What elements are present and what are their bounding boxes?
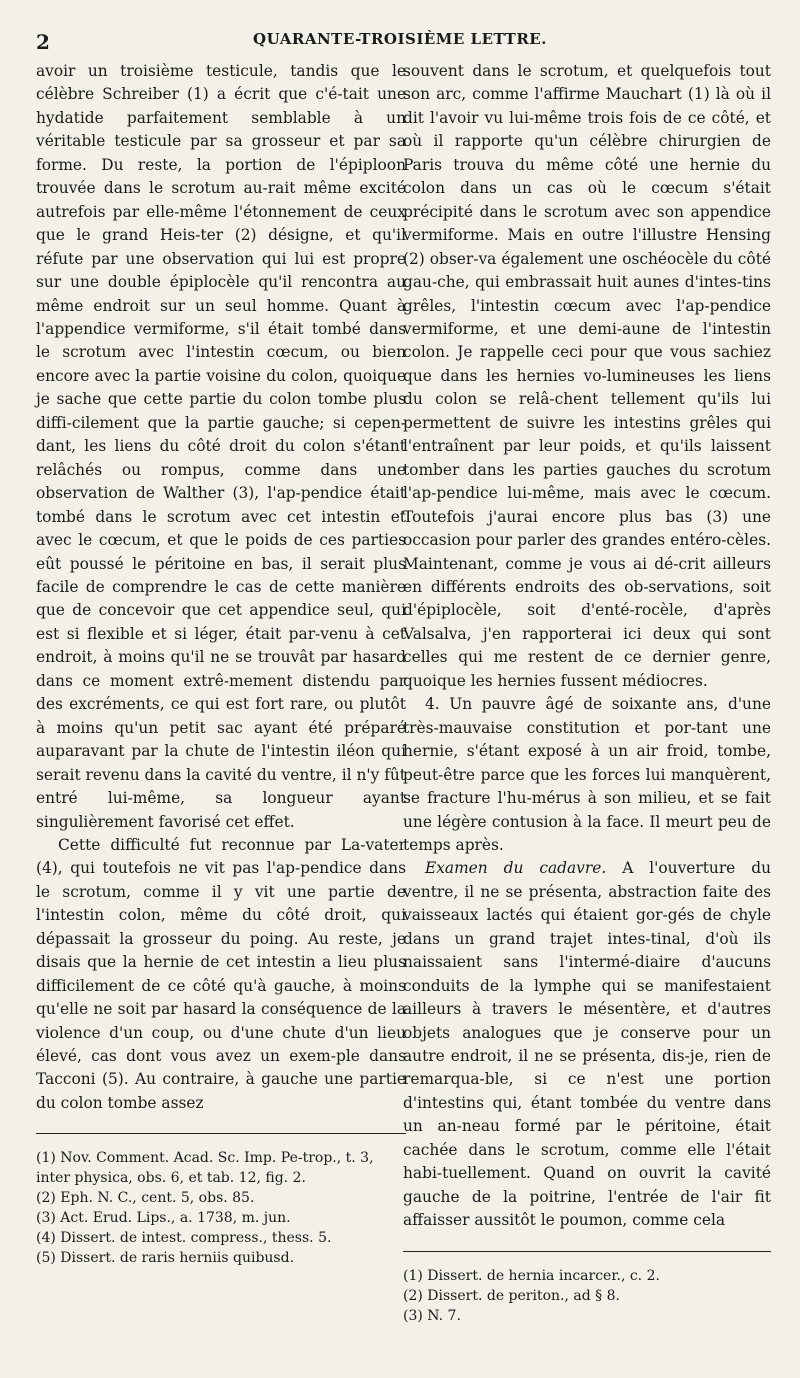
footnote: (3) N. 7. [403, 1307, 461, 1324]
left-column [36, 60, 406, 1268]
left-paragraph-1: avoir un troisième testicule, tandis que le célèbre Schreiber (1) a écrit que c'é-tait une hydatide parfaitement semblable à un véritable testicule par sa grosseur et par sa forme. Du reste, la portion de l'épiploon trouvée dans le scrotum au-rait même excité autrefois par elle-même l'étonnement de ceux que le grand Heis-ter (2) désigne, et qu'il réfute par une observation qui lui est propre sur une double épiplocèle qu'il rencontra au même endroit sur un seul homme. Quant à l'appendice vermiforme, s'il était tombé dans le scrotum avec l'intestin cœcum, ou bien encore avec la partie voisine du colon, quoique je sache que cette partie du colon tombe plus diffi-cilement que la partie gauche; si cepen-dant, les liens du côté droit du colon s'étant relâchés ou rompus, comme dans une observation de Walther (3), l'ap-pendice était tombé dans le scrotum avec cet intestin et avec le cœcum, et que le poids de ces parties eût poussé le péritoine en bas, il serait plus facile de comprendre le cas de cette manière que de concevoir que cet appendice seul, qui est si flexible et si léger, était par-venu à cet endroit, à moins qu'il ne se trouvât par hasard dans ce moment extrê-mement distendu par des excréments, ce qui est fort rare, ou plutôt à moins qu'un petit sac ayant été préparé auparavant par la chute de l'intestin iléon qui serait revenu dans la cavité du ventre, il n'y fût entré lui-même, sa longueur ayant singulièrement favorisé cet effet. [36, 62, 406, 831]
footnote-divider [403, 1251, 771, 1252]
footnote-divider [36, 1133, 406, 1134]
examen-paragraph [403, 857, 771, 1232]
footnote: (2) Dissert. de periton., ad § 8. [403, 1287, 620, 1304]
footnote: (1) Dissert. de hernia incarcer., c. 2. [403, 1267, 660, 1284]
left-paragraph-2: Cette difficulté fut reconnue par La-vater (4), qui toutefois ne vit pas l'ap-pendice dans le scrotum, comme il y vit une partie de l'intestin colon, même du côté droit, qui dépassait la grosseur du poing. Au reste, je disais que la hernie de cet intestin a lieu plus difficilement de ce côté qu'à gauche, à moins qu'elle ne soit par hasard la conséquence de la violence d'un coup, ou d'une chute d'un lieu élevé, cas dont vous avez un exem-ple dans Tacconi (5). Au contraire, à gauche une partie du colon tombe assez [36, 835, 406, 1112]
running-head: QUARANTE-TROISIÈME LETTRE. [253, 30, 547, 48]
examen-title: Examen du cadavre. [425, 859, 607, 878]
page-header [36, 30, 764, 58]
left-footnotes [36, 1148, 406, 1268]
footnote: (2) Eph. N. C., cent. 5, obs. 85. [36, 1190, 255, 1207]
right-paragraph-1: souvent dans le scrotum, et quelquefois tout son arc, comme l'affirme Mauchart (1) là où il dit l'avoir vu lui-même trois fois de ce côté, et où il rapporte qu'un célèbre chirurgien de Paris trouva du même côté une hernie du colon dans un cas où le cœcum s'était précipité dans le scrotum avec son appendice vermiforme. Mais en outre l'illustre Hensing (2) obser-va également une oschéocèle du côté gau-che, qui embrassait huit aunes d'intes-tins grêles, l'intestin cœcum avec l'ap-pendice vermiforme, et une demi-aune de l'intestin colon. Je rappelle ceci pour que vous sachiez que dans les hernies vo-lumineuses les liens du colon se relâ-chent tellement qu'ils lui permettent de suivre les intestins grêles qui l'entraînent par leur poids, et qu'ils laissent tomber dans les parties gauches du scrotum l'ap-pendice lui-même, mais avec le cœcum. Toutefois j'aurai encore plus bas (3) une occasion pour parler des grandes entéro-cèles. Maintenant, comme je vous ai dé-crit ailleurs en différents endroits des ob-servations, soit d'épiplocèle, soit d'enté-rocèle, d'après Valsalva, j'en rapporterai ici deux qui sont celles qui me restent de ce dernier genre, quoique les hernies fussent médiocres. [403, 62, 771, 690]
right-footnotes [403, 1266, 771, 1326]
footnote: (5) Dissert. de raris herniis quibusd. [36, 1250, 295, 1267]
page-number: 2 [36, 30, 50, 54]
footnote: (3) Act. Erud. Lips., a. 1738, m. jun. [36, 1210, 291, 1227]
right-column [403, 60, 771, 1326]
footnote: (1) Nov. Comment. Acad. Sc. Imp. Pe-trop., t. 3, inter physica, obs. 6, et tab. 12, fig. 2. [36, 1150, 374, 1187]
footnote: (4) Dissert. de intest. compress., thess. 5. [36, 1230, 332, 1247]
right-paragraph-2: 4. Un pauvre âgé de soixante ans, d'une très-mauvaise constitution et por-tant une hernie, s'étant exposé à un air froid, tombe, peut-être parce que les forces lui manquèrent, se fracture l'hu-mérus à son milieu, et se fait une légère contusion à la face. Il meurt peu de temps après. [403, 695, 771, 854]
examen-text: A l'ouverture du ventre, il ne se présenta, abstraction faite des vaisseaux lactés qui étaient gor-gés de chyle dans un grand trajet intes-tinal, d'où ils naissaient sans l'intermé-diaire d'aucuns conduits de la lymphe qui se manifestaient ailleurs à travers le mésentère, et d'autres objets analogues que je conserve pour un autre endroit, il ne se présenta, dis-je, rien de remarqua-ble, si ce n'est une portion d'intestins qui, étant tombée du ventre dans un an-neau formé par le péritoine, était cachée dans le scrotum, comme elle l'était habi-tuellement. Quand on ouvrit la cavité gauche de la poitrine, l'entrée de l'air fit affaisser aussitôt le poumon, comme cela [403, 859, 771, 1230]
